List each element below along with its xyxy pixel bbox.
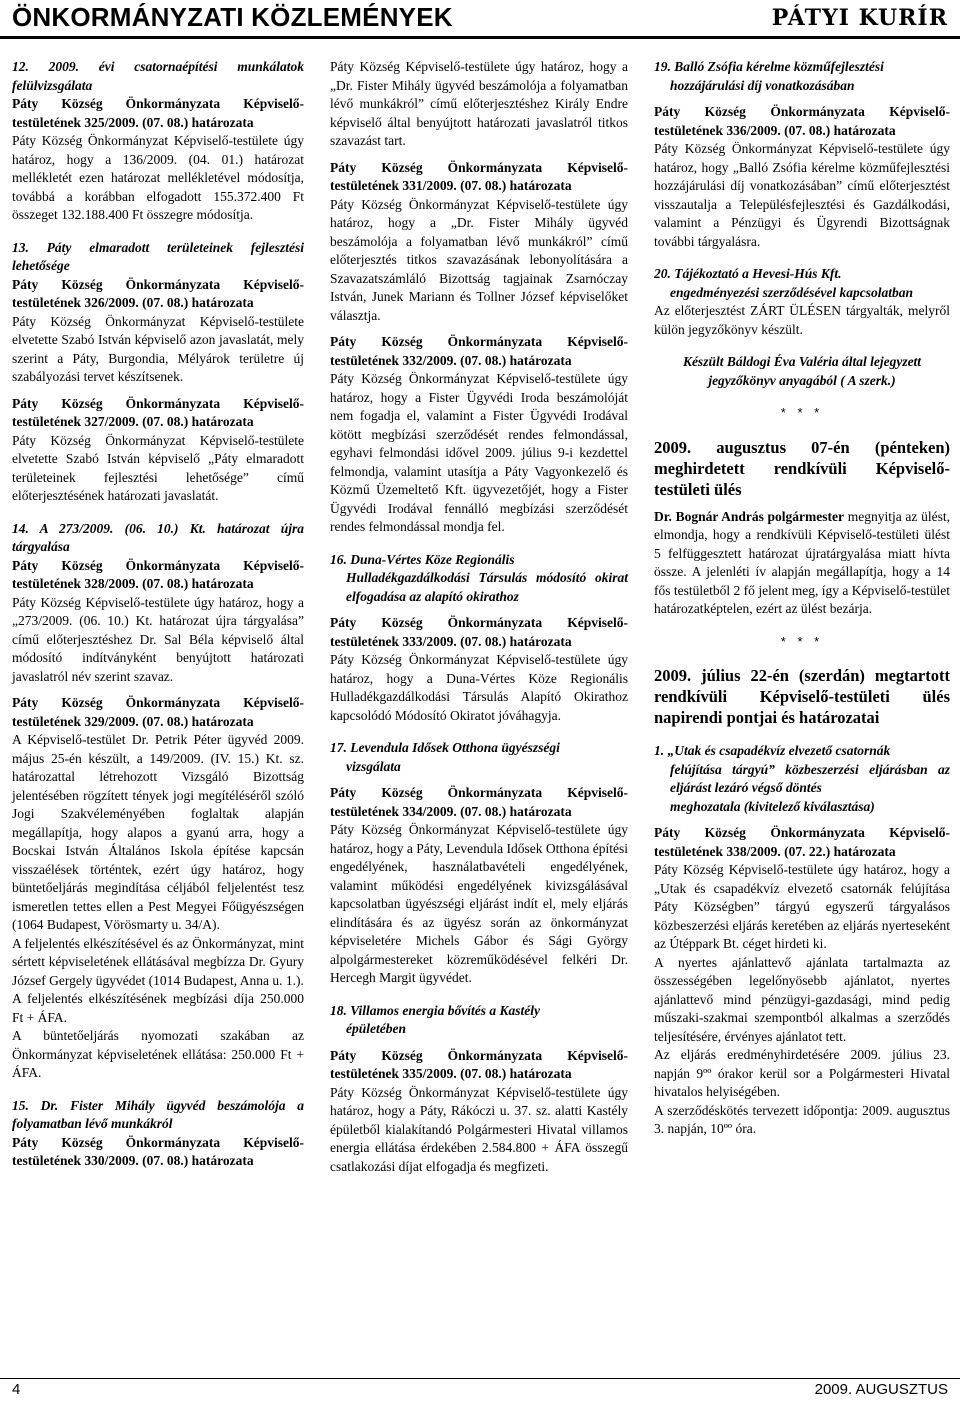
resolution-338-text-2: A nyertes ajánlattevő ajánlata tartalmazta az összességében legelőnyösebb ajánlatot, nyertes ajánlattevő mind pénzügyi-gazdasági, mind pedig műszaki-szakmai szempontból alkalmas a szerződés teljesítésére, érvényes ajánlatot tett. xyxy=(654,954,950,1044)
agenda-item-16-title-line1: 16. Duna-Vértes Köze Regionális xyxy=(330,551,515,567)
editor-credit: Készült Báldogi Éva Valéria által lejegyzett jegyzőkönyv anyagából ( A szerk.) xyxy=(682,354,922,388)
resolution-328-text: Páty Község Képviselő-testülete úgy határoz, hogy a „273/2009. (06. 10.) Kt. határozat újra tárgyalása” című előterjesztéshez Dr. Sal Béla képviselő által módosító indítványként benyújtott határozati javaslatról név szerint szavaz. xyxy=(12,594,304,684)
resolution-325-text: Páty Község Önkormányzat Képviselő-testülete úgy határoz, hogy a 136/2009. (04. 01.) határozat mellékletét ezen határozat mellékletével módosítja, továbbá a korábban elfogadott 155.372.400 Ft összeget 132.188.400 Ft összegre módosítja. xyxy=(12,133,304,222)
resolution-335-heading: Páty Község Önkormányzata Képviselő-testületének 335/2009. (07. 08.) határozata xyxy=(330,1047,628,1081)
resolution-338-text-3: Az eljárás eredményhirdetésére 2009. július 23. napján 9ºº órakor kerül sor a Polgármesteri Hivatal hivatalos helyiségében. xyxy=(654,1047,950,1099)
agenda-item-18-title-line2: épületében xyxy=(346,1021,406,1036)
agenda-item-1-title-line2: felújítása tárgyú” közbeszerzési eljárásban az eljárást lezáró végső döntés xyxy=(670,761,950,795)
agenda-item-19-title xyxy=(654,58,950,95)
agenda-item-19-title-line2: hozzájárulási díj vonatkozásában xyxy=(670,77,855,93)
issue-date: 2009. AUGUSZTUS xyxy=(814,1381,948,1398)
resolution-327-heading: Páty Község Önkormányzata Képviselő-testületének 327/2009. (07. 08.) határozata xyxy=(12,395,304,429)
agenda-item-17-title-line2: vizsgálata xyxy=(346,758,401,774)
resolution-336-text: Páty Község Önkormányzat Képviselő-testülete úgy határoz, hogy „Balló Zsófia kérelme közműfejlesztési hozzájárulási díj vonatkozásában” című előterjesztést visszautalja a Településfejlesztési és Gazdálkodási, valamint a Pénzügyi és Ügyrendi Bizottságnak további tárgyalásra. xyxy=(654,141,950,249)
resolution-332-text: Páty Község Önkormányzat Képviselő-testülete úgy határoz, hogy a Fister Ügyvédi Iroda beszámolóját nem fogadja el, valamint a Fister Ügyvédi Irodával kötött megbízási szerződését rendes felmondással, egyhavi felmondási idővel 2009. július 9-i kezdettel felmondja, valamint utasítja a Páty Vagyonkezelő és Közmű Üzemeltető Kft. ügyvezetőjét, hogy a Fister Ügyvédi Irodával fennálló megbízási szerződését rendes felmondással mondja fel. xyxy=(330,371,628,534)
resolution-334-heading: Páty Község Önkormányzata Képviselő-testületének 334/2009. (07. 08.) határozata xyxy=(330,785,628,819)
meeting-aug-07-body: megnyitja az ülést, elmondja, hogy a rendkívüli Képviselő-testületi ülést 5 felfüggesztett határozat újratárgyalása miatt hívta össze. A jelenléti ív alapján megállapítja, hogy a 14 fős testületből 2 fő jelent meg, így a Képviselő-testület határozatképtelen, ezért az ülést bezárja. xyxy=(654,508,950,616)
agenda-item-20-title-line1: 20. Tájékoztató a Hevesi-Hús Kft. xyxy=(654,266,842,281)
resolution-338-text: Páty Község Képviselő-testülete úgy határoz, hogy a „Utak és csapadékvíz elvezető csatornák felújítása Páty Községben” tárgyú egyszerű tárgyalásos közbeszerzési eljárás keretében az eljárás nyerteseként az Útéppark Bt. céget hirdeti ki. xyxy=(654,862,950,951)
resolution-333-text: Páty Község Önkormányzat Képviselő-testülete úgy határoz, hogy a Duna-Vértes Köze Regionális Hulladékgazdálkodási Társulás Alapító Okirathoz kapcsolódó Módosító Okiratot jóváhagyja. xyxy=(330,652,628,723)
resolution-327-text: Páty Község Önkormányzat Képviselő-testülete elvetette Szabó István képviselő „Páty elmaradott területeinek fejlesztési lehetősége” című előterjesztésének határozati javaslatát. xyxy=(12,432,304,503)
agenda-item-17-title-line1: 17. Levendula Idősek Otthona ügyészségi xyxy=(330,740,560,755)
footer-rule xyxy=(0,1378,960,1379)
agenda-item-17-title xyxy=(330,739,628,776)
resolution-330-heading: Páty Község Önkormányzata Képviselő-testületének 330/2009. (07. 08.) határozata xyxy=(12,1134,304,1168)
column-2 xyxy=(330,58,628,1176)
agenda-item-13-title: 13. Páty elmaradott területeinek fejlesztési lehetősége xyxy=(12,239,304,273)
meeting-aug-07-text xyxy=(654,508,950,619)
resolution-338-text-4: A szerződéskötés tervezett időpontja: 2009. augusztus 3. napján, 10ºº óra. xyxy=(654,1102,950,1136)
page-number: 4 xyxy=(12,1381,21,1398)
resolution-331-heading: Páty Község Önkormányzata Képviselő-testületének 331/2009. (07. 08.) határozata xyxy=(330,159,628,193)
agenda-item-15-title: 15. Dr. Fister Mihály ügyvéd beszámolója a folyamatban lévő munkákról xyxy=(12,1097,304,1131)
resolution-326-text: Páty Község Önkormányzat Képviselő-testülete elvetette Szabó István képviselő azon javaslatát, mely szerint a Páty, Burgondia, Mélyárok területre új szabályozási tervet készítsenek. xyxy=(12,313,304,384)
column-3 xyxy=(654,58,950,1139)
resolution-329-heading: Páty Község Önkormányzata Képviselő-testületének 329/2009. (07. 08.) határozata xyxy=(12,695,304,729)
resolution-333-heading: Páty Község Önkormányzata Képviselő-testületének 333/2009. (07. 08.) határozata xyxy=(330,615,628,649)
agenda-item-18-title xyxy=(330,1002,628,1039)
meeting-jul-22-title: 2009. július 22-én (szerdán) megtartott rendkívüli Képviselő-testületi ülés napirendi pontjai és határozatai xyxy=(654,666,950,727)
resolution-326-heading: Páty Község Önkormányzata Képviselő-testületének 326/2009. (07. 08.) határozata xyxy=(12,276,304,310)
mayor-name: Dr. Bognár András polgármester xyxy=(654,508,845,524)
agenda-item-16-title-line2: Hulladékgazdálkodási Társulás módosító okirat elfogadása az alapító okirathoz xyxy=(346,570,628,604)
agenda-item-20-title-line2: engedményezési szerződésével kapcsolatban xyxy=(670,284,913,300)
page-header xyxy=(0,0,960,40)
newspaper-brand: PÁTYI KURÍR xyxy=(771,5,948,31)
resolution-329-text-3: A feljelentés elkészítésének megbízási díja 250.000 Ft + ÁFA. xyxy=(12,991,304,1025)
agenda-item-12-title: 12. 2009. évi csatornaépítési munkálatok felülvizsgálata xyxy=(12,59,304,93)
separator-stars-1: * * * xyxy=(780,405,824,420)
agenda-item-1-title-line3: meghozatala (kivitelező kiválasztása) xyxy=(670,798,875,814)
resolution-335-text: Páty Község Önkormányzat Képviselő-testülete úgy határoz, hogy a Páty, Rákóczi u. 37. sz. alatti Kastély épületből kialakítandó Polgármesteri Hivatal villamos energia ellátása érdekében 2.584.800 + ÁFA összegű csatlakozási díjat elfogadja és megfizeti. xyxy=(330,1084,628,1174)
resolution-329-text-4: A büntetőeljárás nyomozati szakában az Önkormányzat képviseletének ellátása: 250.000 Ft + ÁFA. xyxy=(12,1028,304,1080)
agenda-item-18-title-line1: 18. Villamos energia bővítés a Kastély xyxy=(330,1002,540,1018)
agenda-item-1-title-line1: 1. „Utak és csapadékvíz elvezető csatornák xyxy=(654,743,891,758)
resolution-331-text: Páty Község Önkormányzat Képviselő-testülete úgy határoz, hogy a „Dr. Fister Mihály ügyvéd beszámolója a folyamatban lévő munkákról” című előterjesztés titkos szavazásának lebonyolítására a Szavazatszámláló Bizottság tagjainak Zsarnóczay István, Junek Mariann és Tollner József képviselőket választja. xyxy=(330,196,628,323)
resolution-336-heading: Páty Község Önkormányzata Képviselő-testületének 336/2009. (07. 08.) határozata xyxy=(654,104,950,138)
agenda-item-14-title: 14. A 273/2009. (06. 10.) Kt. határozat újra tárgyalása xyxy=(12,520,304,554)
agenda-item-19-title-line1: 19. Balló Zsófia kérelme közműfejlesztési xyxy=(654,59,884,74)
resolution-334-text: Páty Község Önkormányzat Képviselő-testülete úgy határoz, hogy a Páty, Levendula Idősek Otthona építési engedélyének, használatbavételi engedélyének, valamint működési engedélyének kivizsgálásával kapcsolatban ügyészségi eljárást indít el, mely eljárás elindítására és az ügyész során az önkormányzat képviseletére Michels Gábor és Sági György alpolgármestereket közreműködésével felkéri Dr. Hercegh Margit ügyvédet. xyxy=(330,822,628,985)
agenda-item-20-title xyxy=(654,265,950,302)
meeting-aug-07-title: 2009. augusztus 07-én (pénteken) meghirdetett rendkívüli Képviselő-testületi ülés xyxy=(654,437,950,499)
separator-stars-2: * * * xyxy=(780,633,824,649)
agenda-item-1-title xyxy=(654,742,950,816)
section-title: ÖNKORMÁNYZATI KÖZLEMÉNYEK xyxy=(12,2,453,32)
column-1 xyxy=(12,58,304,1171)
resolution-328-heading: Páty Község Önkormányzata Képviselő-testületének 328/2009. (07. 08.) határozata xyxy=(12,557,304,591)
header-rule xyxy=(0,36,960,39)
resolution-338-heading: Páty Község Önkormányzata Képviselő-testületének 338/2009. (07. 22.) határozata xyxy=(654,825,950,859)
agenda-item-20-text: Az előterjesztést ZÁRT ÜLÉSEN tárgyalták, melyről külön jegyzőkönyv készült. xyxy=(654,303,950,337)
resolution-329-text: A Képviselő-testület Dr. Petrik Péter ügyvéd 2009. május 25-én készült, a 149/2009. (IV. 15.) Kt. sz. határozattal létrehozott Vizsgáló Bizottság jelentésében rögzített tények jogi megítéléséről szóló Jogi Szakvéleményében foglaltak alapján megállapítja, hogy alapos a gyanú arra, hogy a Bocskai István Általános Iskola építése kapcsán visszaélések történtek, ezért úgy határoz, hogy büntetőeljárás megindítása céljából feljelentést tesz ismeretlen tettes ellen a Pest Megyei Főügyészségen (1064 Budapest, Vörösmarty u. 34/A). xyxy=(12,732,304,932)
resolution-329-text-2: A feljelentés elkészítésével és az Önkormányzat, mint sértett képviseletének ellátásával megbízza Dr. Gyury József Gergely ügyvédet (1014 Budapest, Anna u. 1.). xyxy=(12,935,304,988)
resolution-325-heading: Páty Község Önkormányzata Képviselő-testületének 325/2009. (07. 08.) határozata xyxy=(12,96,304,130)
resolution-330-text: Páty Község Képviselő-testülete úgy határoz, hogy a „Dr. Fister Mihály ügyvéd beszámolója a folyamatban lévő munkákról” című előterjesztéshez Király Endre képviselő által benyújtott határozati javaslatról titkos szavazást tart. xyxy=(330,59,628,148)
agenda-item-16-title xyxy=(330,551,628,607)
resolution-332-heading: Páty Község Önkormányzata Képviselő-testületének 332/2009. (07. 08.) határozata xyxy=(330,334,628,368)
